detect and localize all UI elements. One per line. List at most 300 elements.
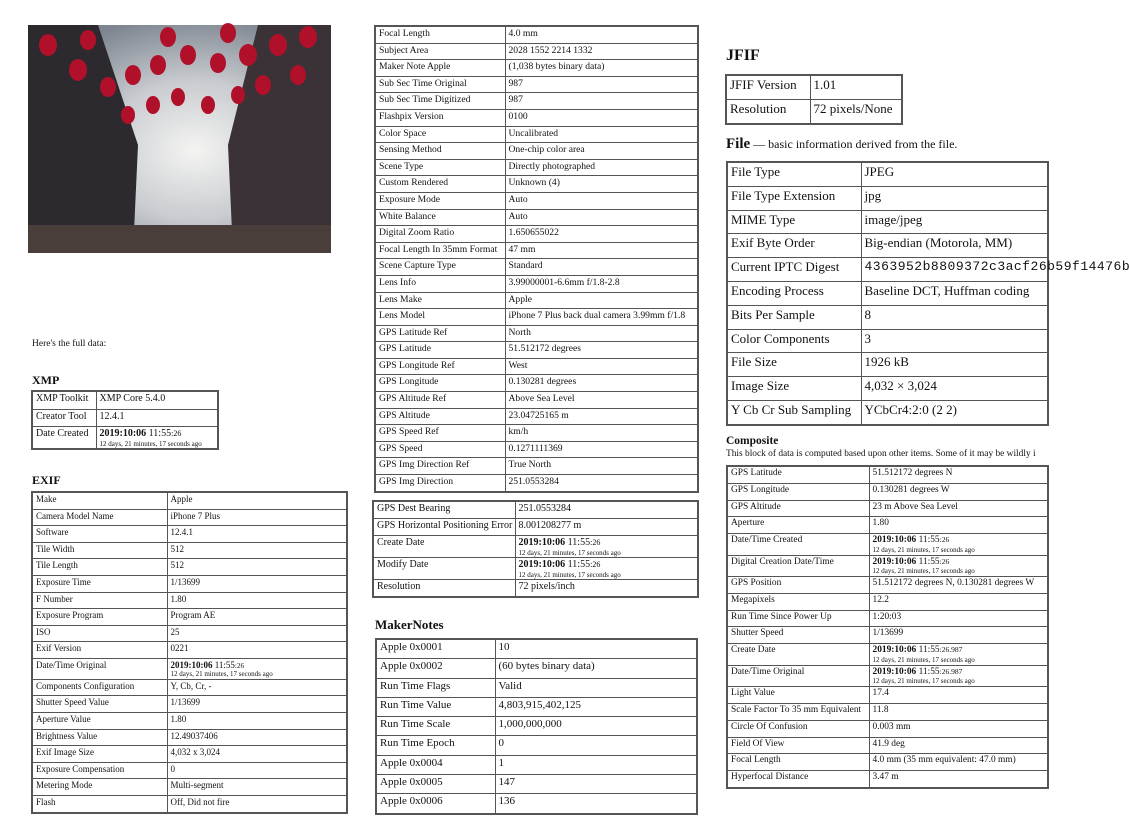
makernotes-table (375, 638, 698, 815)
table-row (32, 796, 347, 813)
row-label: Modify Date (373, 558, 515, 580)
row-label: GPS Dest Bearing (373, 501, 515, 519)
table-row (727, 665, 1048, 686)
row-label: Run Time Epoch (376, 736, 495, 755)
row-label: Create Date (727, 644, 869, 665)
table-row (727, 353, 1048, 377)
date-value: 2019:10:06 (872, 666, 917, 677)
row-value: 23.04725165 m (505, 408, 698, 425)
section-title-xmp: XMP (32, 373, 60, 387)
relative-time: 12 days, 21 minutes, 17 seconds ago (872, 677, 975, 686)
row-value: 2028 1552 2214 1332 (505, 43, 698, 60)
relative-time: 12 days, 21 minutes, 17 seconds ago (872, 656, 975, 664)
relative-time: 12 days, 21 minutes, 17 seconds ago (170, 670, 273, 679)
table-row (376, 697, 697, 716)
row-value: Directly photographed (505, 159, 698, 176)
table-row (727, 610, 1048, 627)
row-value: 12.4.1 (96, 409, 218, 427)
table-row (727, 687, 1048, 704)
row-value: 17.4 (869, 687, 1048, 704)
table-row (373, 519, 698, 536)
row-label: Field Of View (727, 737, 869, 754)
table-row (375, 26, 698, 43)
table-row (727, 377, 1048, 401)
row-label: Create Date (373, 536, 515, 558)
table-row (32, 575, 347, 592)
table-row (375, 126, 698, 143)
row-label: Current IPTC Digest (727, 258, 861, 282)
time-value: 11:55 (565, 559, 591, 571)
row-label: Megapixels (727, 593, 869, 610)
row-value: 11.8 (869, 703, 1048, 720)
row-value: jpg (861, 186, 1048, 210)
row-label: Run Time Scale (376, 717, 495, 736)
table-row (373, 536, 698, 558)
row-value: 8.001208277 m (515, 519, 698, 536)
seconds-value: :26 (590, 538, 601, 547)
row-label: GPS Altitude (727, 500, 869, 517)
date-value: 2019:10:06 (518, 537, 566, 548)
table-row (373, 580, 698, 598)
row-label: Light Value (727, 687, 869, 704)
table-row (727, 500, 1048, 517)
table-row (376, 659, 697, 678)
row-label: GPS Altitude (375, 408, 505, 425)
table-row (32, 762, 347, 779)
row-value: 512 (167, 542, 347, 559)
time-value: 11:55 (212, 659, 235, 670)
time-value: 11:55 (916, 666, 940, 677)
table-row (375, 309, 698, 326)
row-value: Program AE (167, 609, 347, 626)
table-row (375, 43, 698, 60)
row-label: White Balance (375, 209, 505, 226)
date-value: 2019:10:06 (170, 659, 213, 670)
table-row (375, 408, 698, 425)
row-label: GPS Longitude (375, 375, 505, 392)
row-value: 1.80 (869, 517, 1048, 534)
row-value: Uncalibrated (505, 126, 698, 143)
row-label: F Number (32, 592, 167, 609)
row-value (869, 665, 1048, 686)
table-row (375, 458, 698, 475)
row-value: 51.512172 degrees (505, 342, 698, 359)
table-row (32, 391, 218, 409)
table-row (32, 509, 347, 526)
row-value: True North (505, 458, 698, 475)
table-row (376, 639, 697, 659)
row-label: Flash (32, 796, 167, 813)
row-label: GPS Altitude Ref (375, 392, 505, 409)
intro-text: Here's the full data: (32, 339, 107, 349)
row-value: 1/13699 (869, 627, 1048, 644)
table-row (375, 275, 698, 292)
seconds-value: :26 (234, 661, 245, 670)
table-row (376, 717, 697, 736)
table-row (375, 226, 698, 243)
row-label: GPS Speed Ref (375, 425, 505, 442)
row-label: Maker Note Apple (375, 60, 505, 77)
row-label: Run Time Value (376, 697, 495, 716)
row-label: Scene Capture Type (375, 259, 505, 276)
table-row (375, 358, 698, 375)
row-value: 4363952b8809372c3acf26b59f14476b (861, 258, 1048, 282)
row-label: Components Configuration (32, 679, 167, 696)
row-label: GPS Horizontal Positioning Error (373, 519, 515, 536)
row-value: Standard (505, 259, 698, 276)
row-value: 1 (495, 755, 697, 774)
table-row (376, 755, 697, 774)
table-row (32, 526, 347, 543)
row-value (515, 536, 698, 558)
row-label: Scale Factor To 35 mm Equivalent (727, 703, 869, 720)
row-value: 512 (167, 559, 347, 576)
row-label: Run Time Since Power Up (727, 610, 869, 627)
row-label: Exif Byte Order (727, 234, 861, 258)
row-label: Resolution (373, 580, 515, 598)
date-value: 2019:10:06 (872, 645, 917, 656)
row-label: Apple 0x0001 (376, 639, 495, 659)
row-label: Date Created (32, 427, 96, 450)
row-value: 1.01 (810, 75, 902, 99)
table-row (727, 186, 1048, 210)
row-value: 25 (167, 625, 347, 642)
row-value: Big-endian (Motorola, MM) (861, 234, 1048, 258)
table-row (375, 392, 698, 409)
row-label: Exif Version (32, 642, 167, 659)
relative-time: 12 days, 21 minutes, 17 seconds ago (518, 570, 621, 579)
table-row (376, 775, 697, 794)
row-value (96, 427, 218, 450)
row-value: 4,803,915,402,125 (495, 697, 697, 716)
row-value: JPEG (861, 162, 1048, 186)
table-row (375, 93, 698, 110)
table-row (375, 192, 698, 209)
row-label: Shutter Speed Value (32, 696, 167, 713)
table-row (727, 555, 1048, 576)
row-value: 12.2 (869, 593, 1048, 610)
table-row (727, 329, 1048, 353)
row-value: Off, Did not fire (167, 796, 347, 813)
row-label: Y Cb Cr Sub Sampling (727, 400, 861, 424)
row-label: GPS Longitude (727, 483, 869, 500)
row-value: 3.99000001-6.6mm f/1.8-2.8 (505, 275, 698, 292)
row-value: (60 bytes binary data) (495, 659, 697, 678)
row-value: 1.650655022 (505, 226, 698, 243)
row-value: 3 (861, 329, 1048, 353)
row-value (869, 534, 1048, 555)
row-label: Metering Mode (32, 779, 167, 796)
row-value: One-chip color area (505, 143, 698, 160)
table-row (727, 234, 1048, 258)
row-label: Color Components (727, 329, 861, 353)
time-value: 11:55 (916, 535, 940, 546)
row-value: Apple (167, 492, 347, 509)
row-label: Shutter Speed (727, 627, 869, 644)
table-row (727, 305, 1048, 329)
table-row (375, 242, 698, 259)
seconds-value: :26.987 (939, 666, 963, 676)
row-value: 4.0 mm (35 mm equivalent: 47.0 mm) (869, 754, 1048, 771)
seconds-value: :26.987 (939, 645, 963, 655)
row-label: File Size (727, 353, 861, 377)
table-row (727, 517, 1048, 534)
row-label: GPS Latitude (375, 342, 505, 359)
row-label: Resolution (726, 99, 810, 123)
row-value: 1:20:03 (869, 610, 1048, 627)
row-value: image/jpeg (861, 210, 1048, 234)
row-value: West (505, 358, 698, 375)
row-value: Baseline DCT, Huffman coding (861, 281, 1048, 305)
row-label: Encoding Process (727, 281, 861, 305)
row-label: Sub Sec Time Original (375, 76, 505, 93)
composite-table (726, 465, 1049, 789)
row-value: 0 (495, 736, 697, 755)
row-value: 0.130281 degrees W (869, 483, 1048, 500)
table-row (375, 292, 698, 309)
row-value: iPhone 7 Plus back dual camera 3.99mm f/1.8 (505, 309, 698, 326)
row-label: Date/Time Created (727, 534, 869, 555)
row-label: GPS Img Direction Ref (375, 458, 505, 475)
table-row (32, 746, 347, 763)
photo-thumbnail (28, 25, 331, 253)
row-label: Apple 0x0006 (376, 794, 495, 814)
row-label: Tile Length (32, 559, 167, 576)
section-title-jfif: JFIF (726, 47, 760, 64)
row-value (869, 644, 1048, 665)
row-label: GPS Longitude Ref (375, 358, 505, 375)
row-label: ISO (32, 625, 167, 642)
row-label: Creator Tool (32, 409, 96, 427)
row-label: Scene Type (375, 159, 505, 176)
row-label: Lens Model (375, 309, 505, 326)
row-value: Apple (505, 292, 698, 309)
exif-table (31, 491, 348, 814)
row-label: Sensing Method (375, 143, 505, 160)
row-value: 3.47 m (869, 771, 1048, 788)
row-label: Aperture (727, 517, 869, 534)
row-value: 987 (505, 93, 698, 110)
row-label: Brightness Value (32, 729, 167, 746)
row-value: 0 (167, 762, 347, 779)
row-value: 251.0553284 (515, 501, 698, 519)
time-value: 11:55 (146, 428, 172, 439)
section-title-file: File (726, 136, 751, 152)
row-value: 12.4.1 (167, 526, 347, 543)
table-row (727, 210, 1048, 234)
row-value: Auto (505, 192, 698, 209)
table-row (727, 534, 1048, 555)
table-row (727, 400, 1048, 424)
row-value: Auto (505, 209, 698, 226)
table-row (727, 754, 1048, 771)
row-value: 23 m Above Sea Level (869, 500, 1048, 517)
row-value: 0.1271111369 (505, 441, 698, 458)
row-label: Lens Info (375, 275, 505, 292)
jfif-table (725, 74, 903, 125)
row-value: 0.130281 degrees (505, 375, 698, 392)
table-row (375, 159, 698, 176)
row-value: 72 pixels/None (810, 99, 902, 123)
row-label: GPS Latitude Ref (375, 325, 505, 342)
seconds-value: :26 (171, 429, 182, 438)
row-label: XMP Toolkit (32, 391, 96, 409)
row-label: Camera Model Name (32, 509, 167, 526)
table-row (373, 558, 698, 580)
seconds-value: :26 (590, 560, 601, 570)
row-value (515, 558, 698, 580)
table-row (375, 109, 698, 126)
row-label: GPS Position (727, 577, 869, 594)
table-row (727, 627, 1048, 644)
seconds-value: :26 (939, 556, 950, 566)
row-label: Focal Length (727, 754, 869, 771)
row-label: Focal Length In 35mm Format (375, 242, 505, 259)
table-row (32, 779, 347, 796)
table-row (727, 644, 1048, 665)
section-title-makernotes: MakerNotes (375, 617, 444, 632)
row-label: Circle Of Confusion (727, 720, 869, 737)
table-row (32, 409, 218, 427)
row-value: Unknown (4) (505, 176, 698, 193)
row-value: km/h (505, 425, 698, 442)
row-value: 1926 kB (861, 353, 1048, 377)
row-label: Software (32, 526, 167, 543)
row-label: Bits Per Sample (727, 305, 861, 329)
section-title-composite: Composite (726, 435, 779, 447)
row-label: Exposure Compensation (32, 762, 167, 779)
row-value: XMP Core 5.4.0 (96, 391, 218, 409)
row-value: Y, Cb, Cr, - (167, 679, 347, 696)
time-value: 11:55 (565, 537, 591, 548)
row-value: 51.512172 degrees N, 0.130281 degrees W (869, 577, 1048, 594)
row-value: 1.80 (167, 592, 347, 609)
row-label: Exposure Program (32, 609, 167, 626)
file-table (726, 161, 1130, 426)
table-row (376, 736, 697, 755)
table-row (32, 696, 347, 713)
row-label: Subject Area (375, 43, 505, 60)
row-label: Apple 0x0002 (376, 659, 495, 678)
table-row (375, 342, 698, 359)
table-row (32, 559, 347, 576)
table-row (32, 642, 347, 659)
row-value: 10 (495, 639, 697, 659)
table-row (32, 679, 347, 696)
seconds-value: :26 (939, 535, 950, 545)
row-label: Exif Image Size (32, 746, 167, 763)
file-heading (726, 136, 957, 153)
row-label: Make (32, 492, 167, 509)
row-value: Multi-segment (167, 779, 347, 796)
row-label: Date/Time Original (32, 658, 167, 679)
table-row (32, 492, 347, 509)
row-value: 0221 (167, 642, 347, 659)
table-row (727, 483, 1048, 500)
date-value: 2019:10:06 (99, 428, 147, 439)
table-row (376, 794, 697, 814)
table-row (727, 577, 1048, 594)
row-value: 51.512172 degrees N (869, 466, 1048, 483)
row-label: Color Space (375, 126, 505, 143)
row-label: Focal Length (375, 26, 505, 43)
table-row (375, 143, 698, 160)
table-row (375, 209, 698, 226)
table-row (727, 771, 1048, 788)
table-row (375, 325, 698, 342)
section-title-exif: EXIF (32, 473, 61, 487)
xmp-table (31, 390, 219, 450)
table-row (727, 162, 1048, 186)
row-value: 1/13699 (167, 696, 347, 713)
table-row (727, 466, 1048, 483)
row-label: GPS Speed (375, 441, 505, 458)
row-label: Exposure Mode (375, 192, 505, 209)
table-row (375, 60, 698, 77)
table-row (373, 501, 698, 519)
table-row (727, 703, 1048, 720)
row-value: 0.003 mm (869, 720, 1048, 737)
table-row (375, 76, 698, 93)
exif-table-continued (374, 25, 699, 493)
relative-time: 12 days, 21 minutes, 17 seconds ago (518, 548, 621, 557)
date-value: 2019:10:06 (872, 556, 917, 567)
row-value (167, 658, 347, 679)
exif-table-continued-2 (372, 500, 699, 598)
row-value: 0100 (505, 109, 698, 126)
table-row (727, 737, 1048, 754)
row-label: Lens Make (375, 292, 505, 309)
row-value: Valid (495, 678, 697, 697)
table-row (375, 176, 698, 193)
composite-description: This block of data is computed based upon other items. Some of it may be wildly i (726, 449, 1036, 459)
row-value: 1/13699 (167, 575, 347, 592)
row-label: Tile Width (32, 542, 167, 559)
row-label: GPS Img Direction (375, 475, 505, 492)
row-label: Aperture Value (32, 713, 167, 730)
row-value: 1.80 (167, 713, 347, 730)
row-value: 147 (495, 775, 697, 794)
table-row (32, 427, 218, 450)
relative-time: 12 days, 21 minutes, 17 seconds ago (872, 545, 975, 554)
row-value: 12.49037406 (167, 729, 347, 746)
table-row (375, 475, 698, 492)
table-row (32, 609, 347, 626)
date-value: 2019:10:06 (518, 559, 566, 571)
row-label: Exposure Time (32, 575, 167, 592)
row-label: Flashpix Version (375, 109, 505, 126)
row-label: Image Size (727, 377, 861, 401)
row-label: File Type Extension (727, 186, 861, 210)
row-value: 4,032 x 3,024 (167, 746, 347, 763)
row-value: 987 (505, 76, 698, 93)
row-label: Date/Time Original (727, 665, 869, 686)
row-label: Hyperfocal Distance (727, 771, 869, 788)
table-row (32, 713, 347, 730)
table-row (727, 593, 1048, 610)
row-label: Sub Sec Time Digitized (375, 93, 505, 110)
row-label: MIME Type (727, 210, 861, 234)
row-label: File Type (727, 162, 861, 186)
row-value: 251.0553284 (505, 475, 698, 492)
row-value: 72 pixels/inch (515, 580, 698, 598)
row-value: Above Sea Level (505, 392, 698, 409)
row-label: Custom Rendered (375, 176, 505, 193)
row-value: iPhone 7 Plus (167, 509, 347, 526)
row-value: 4,032 × 3,024 (861, 377, 1048, 401)
row-value: 1,000,000,000 (495, 717, 697, 736)
row-label: GPS Latitude (727, 466, 869, 483)
